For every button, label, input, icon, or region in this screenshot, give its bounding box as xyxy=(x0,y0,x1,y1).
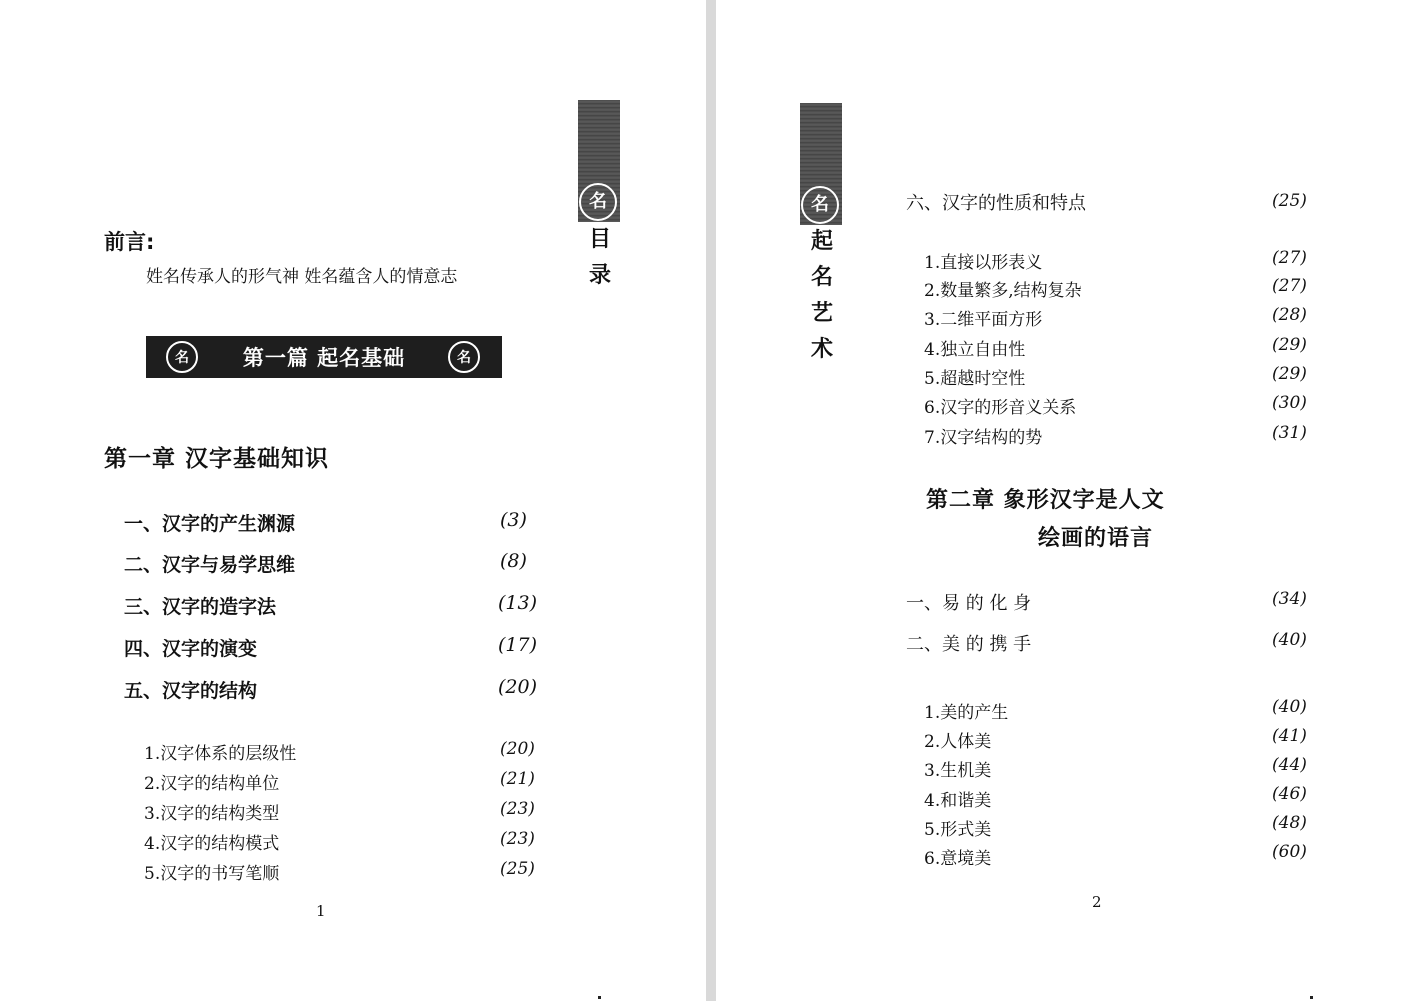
toc-subentry-page: (29) xyxy=(1272,335,1307,355)
page-number: 1 xyxy=(316,902,326,920)
toc-subentry-title: 3.生机美 xyxy=(924,761,992,781)
toc-subentry-page: (44) xyxy=(1272,755,1307,775)
toc-entry-page: (34) xyxy=(1272,589,1307,609)
toc-entry-title: 二、美 的 携 手 xyxy=(906,634,1032,655)
toc-subentry-page: (41) xyxy=(1272,726,1307,746)
seal-bar xyxy=(800,103,842,225)
chapter-title: 第一章 汉字基础知识 xyxy=(104,446,330,472)
toc-entry-page: (8) xyxy=(500,550,527,572)
part-title: 第一篇 起名基础 xyxy=(242,346,406,370)
seal-bar xyxy=(578,100,620,222)
right-page xyxy=(716,0,1404,1001)
toc-entry-page: (40) xyxy=(1272,630,1307,650)
toc-subentry-title: 7.汉字结构的势 xyxy=(924,428,1043,448)
toc-subentry-title: 1.汉字体系的层级性 xyxy=(144,744,297,764)
toc-entry-page: (3) xyxy=(500,509,527,531)
page-gutter xyxy=(706,0,716,1001)
toc-subentry-page: (21) xyxy=(500,769,535,789)
toc-subentry-title: 6.汉字的形音义关系 xyxy=(924,398,1077,418)
scan-speck xyxy=(598,996,601,999)
preface-heading: 前言: xyxy=(104,230,155,254)
toc-subentry-page: (46) xyxy=(1272,784,1307,804)
toc-subentry-page: (28) xyxy=(1272,305,1307,325)
toc-subentry-title: 5.超越时空性 xyxy=(924,369,1026,389)
toc-subentry-page: (20) xyxy=(500,739,535,759)
side-title-toc: 目录 xyxy=(588,227,611,288)
toc-entry-title: 四、汉字的演变 xyxy=(124,638,258,660)
toc-subentry-page: (29) xyxy=(1272,364,1307,384)
scan-speck xyxy=(1310,996,1313,999)
chapter-title: 第二章 象形汉字是人文 xyxy=(926,488,1165,513)
toc-subentry-title: 3.二维平面方形 xyxy=(924,310,1043,330)
toc-subentry-title: 1.美的产生 xyxy=(924,703,1009,723)
toc-entry-page: (17) xyxy=(498,634,538,656)
page-number: 2 xyxy=(1092,893,1102,911)
name-seal-icon: 名 xyxy=(801,186,839,224)
toc-entry-title: 二、汉字与易学思维 xyxy=(124,554,296,576)
toc-subentry-title: 4.独立自由性 xyxy=(924,340,1026,360)
toc-entry-title: 一、汉字的产生渊源 xyxy=(124,513,296,535)
name-seal-icon: 名 xyxy=(448,341,480,373)
toc-entry-page: (20) xyxy=(498,676,538,698)
toc-subentry-page: (30) xyxy=(1272,393,1307,413)
toc-subentry-title: 3.汉字的结构类型 xyxy=(144,804,280,824)
toc-subentry-page: (48) xyxy=(1272,813,1307,833)
toc-entry-page: (13) xyxy=(498,592,538,614)
toc-subentry-page: (27) xyxy=(1272,276,1307,296)
toc-entry-title: 三、汉字的造字法 xyxy=(124,596,277,618)
toc-subentry-title: 4.汉字的结构模式 xyxy=(144,834,280,854)
toc-subentry-page: (31) xyxy=(1272,423,1307,443)
toc-subentry-title: 1.直接以形表义 xyxy=(924,253,1043,273)
name-seal-icon: 名 xyxy=(579,183,617,221)
toc-subentry-page: (25) xyxy=(500,859,535,879)
toc-entry-title: 六、汉字的性质和特点 xyxy=(906,193,1086,214)
name-seal-icon: 名 xyxy=(166,341,198,373)
toc-entry-title: 一、易 的 化 身 xyxy=(906,593,1032,614)
part-banner xyxy=(146,336,502,378)
toc-subentry-title: 5.汉字的书写笔顺 xyxy=(144,864,280,884)
preface-text: 姓名传承人的形气神 姓名蕴含人的情意志 xyxy=(146,267,458,287)
chapter-title-line2: 绘画的语言 xyxy=(1038,526,1154,551)
toc-subentry-title: 6.意境美 xyxy=(924,849,992,869)
toc-subentry-title: 2.人体美 xyxy=(924,732,992,752)
toc-subentry-page: (60) xyxy=(1272,842,1307,862)
toc-subentry-page: (27) xyxy=(1272,248,1307,268)
toc-subentry-page: (23) xyxy=(500,799,535,819)
toc-subentry-page: (23) xyxy=(500,829,535,849)
toc-entry-page: (25) xyxy=(1272,191,1307,211)
toc-subentry-title: 2.汉字的结构单位 xyxy=(144,774,280,794)
toc-subentry-page: (40) xyxy=(1272,697,1307,717)
side-title-book: 起名艺术 xyxy=(810,229,833,362)
toc-subentry-title: 5.形式美 xyxy=(924,820,992,840)
toc-subentry-title: 2.数量繁多,结构复杂 xyxy=(924,281,1082,301)
toc-subentry-title: 4.和谐美 xyxy=(924,791,992,811)
toc-entry-title: 五、汉字的结构 xyxy=(124,680,258,702)
